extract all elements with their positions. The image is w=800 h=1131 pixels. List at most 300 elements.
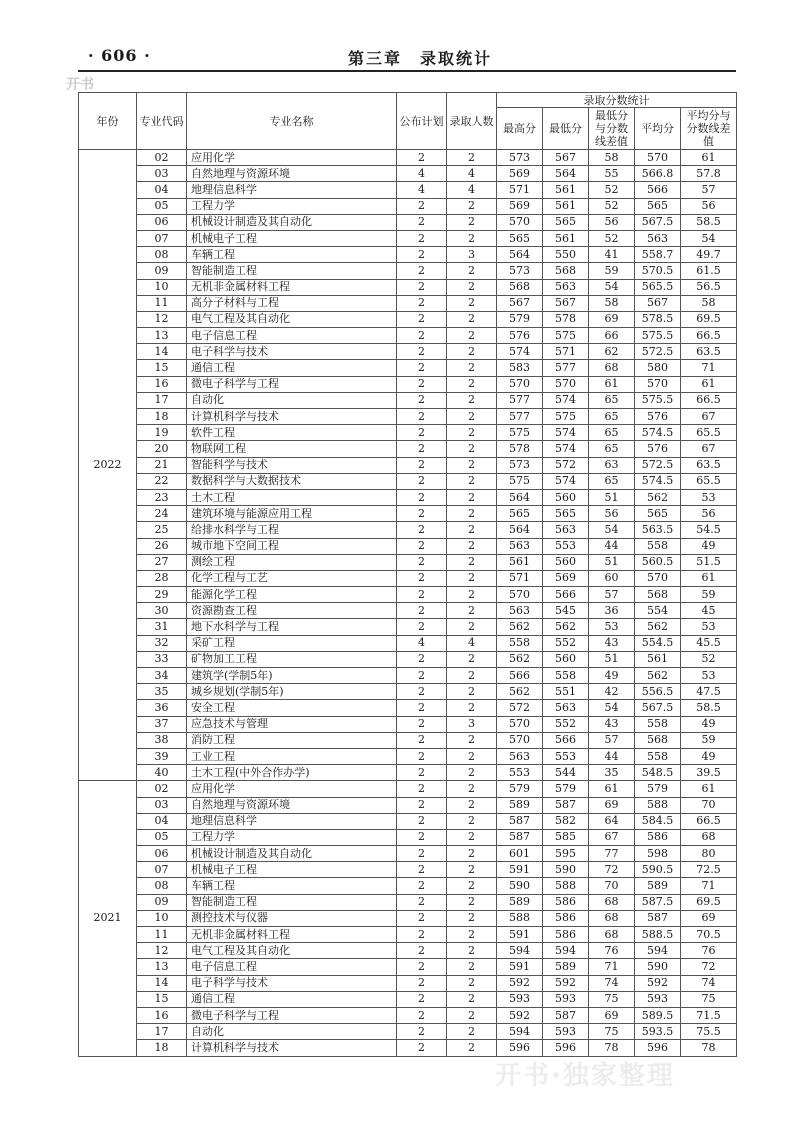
table-row [79, 975, 737, 991]
major-name: 测绘工程 [187, 554, 397, 570]
watermark-bottom: 开书·独家整理 [495, 1061, 675, 1091]
admitted-count: 2 [447, 910, 497, 926]
plan-count: 2 [397, 230, 447, 246]
major-name: 机械设计制造及其自动化 [187, 846, 397, 862]
admitted-count: 2 [447, 441, 497, 457]
avg-diff: 59 [681, 732, 737, 748]
avg-score: 563 [635, 230, 681, 246]
admitted-count: 2 [447, 1040, 497, 1056]
min-score: 588 [543, 878, 589, 894]
avg-score: 575.5 [635, 328, 681, 344]
major-name: 城乡规划(学制5年) [187, 684, 397, 700]
admitted-count: 2 [447, 975, 497, 991]
major-name: 能源化学工程 [187, 587, 397, 603]
admitted-count: 2 [447, 943, 497, 959]
avg-diff: 65.5 [681, 425, 737, 441]
avg-score: 592 [635, 975, 681, 991]
avg-score: 590 [635, 959, 681, 975]
plan-count: 2 [397, 198, 447, 214]
major-code: 06 [137, 214, 187, 230]
plan-count: 2 [397, 716, 447, 732]
plan-count: 2 [397, 943, 447, 959]
major-name: 安全工程 [187, 700, 397, 716]
major-name: 高分子材料与工程 [187, 295, 397, 311]
admitted-count: 2 [447, 684, 497, 700]
major-code: 03 [137, 166, 187, 182]
avg-score: 558.7 [635, 247, 681, 263]
min-score: 569 [543, 570, 589, 586]
min-diff: 53 [589, 619, 635, 635]
min-score: 587 [543, 797, 589, 813]
table-row [79, 473, 737, 489]
avg-score: 563.5 [635, 522, 681, 538]
major-code: 12 [137, 943, 187, 959]
avg-diff: 57 [681, 182, 737, 198]
table-row [79, 603, 737, 619]
max-score: 565 [497, 506, 543, 522]
min-score: 560 [543, 651, 589, 667]
min-diff: 75 [589, 1024, 635, 1040]
major-code: 07 [137, 230, 187, 246]
min-diff: 66 [589, 328, 635, 344]
min-diff: 58 [589, 295, 635, 311]
plan-count: 2 [397, 732, 447, 748]
table-row [79, 1024, 737, 1040]
max-score: 591 [497, 927, 543, 943]
min-score: 593 [543, 1024, 589, 1040]
major-name: 电气工程及其自动化 [187, 943, 397, 959]
major-name: 建筑学(学制5年) [187, 668, 397, 684]
major-name: 资源勘查工程 [187, 603, 397, 619]
min-score: 574 [543, 473, 589, 489]
avg-diff: 49 [681, 716, 737, 732]
min-diff: 55 [589, 166, 635, 182]
max-score: 569 [497, 198, 543, 214]
min-diff: 49 [589, 668, 635, 684]
max-score: 592 [497, 975, 543, 991]
plan-count: 4 [397, 166, 447, 182]
major-code: 31 [137, 619, 187, 635]
table-row [79, 684, 737, 700]
avg-diff: 75 [681, 991, 737, 1007]
avg-score: 574.5 [635, 473, 681, 489]
avg-score: 593.5 [635, 1024, 681, 1040]
avg-diff: 72 [681, 959, 737, 975]
major-code: 15 [137, 360, 187, 376]
admitted-count: 2 [447, 360, 497, 376]
col-avg-diff: 平均分与分数线差值 [681, 108, 737, 150]
plan-count: 2 [397, 1024, 447, 1040]
avg-diff: 45.5 [681, 635, 737, 651]
table-row [79, 587, 737, 603]
table-row [79, 878, 737, 894]
major-code: 14 [137, 344, 187, 360]
plan-count: 2 [397, 392, 447, 408]
max-score: 563 [497, 538, 543, 554]
min-diff: 36 [589, 603, 635, 619]
table-row [79, 538, 737, 554]
major-code: 18 [137, 409, 187, 425]
max-score: 563 [497, 748, 543, 764]
table-row [79, 554, 737, 570]
major-name: 自然地理与资源环境 [187, 166, 397, 182]
avg-diff: 52 [681, 651, 737, 667]
min-score: 552 [543, 716, 589, 732]
plan-count: 2 [397, 748, 447, 764]
major-name: 化学工程与工艺 [187, 570, 397, 586]
table-row [79, 959, 737, 975]
avg-score: 567 [635, 295, 681, 311]
max-score: 563 [497, 603, 543, 619]
max-score: 589 [497, 894, 543, 910]
plan-count: 2 [397, 1007, 447, 1023]
avg-score: 570 [635, 570, 681, 586]
plan-count: 2 [397, 570, 447, 586]
min-diff: 42 [589, 684, 635, 700]
admitted-count: 2 [447, 765, 497, 781]
major-code: 02 [137, 781, 187, 797]
plan-count: 2 [397, 328, 447, 344]
min-diff: 76 [589, 943, 635, 959]
min-diff: 52 [589, 230, 635, 246]
major-code: 18 [137, 1040, 187, 1056]
min-score: 561 [543, 198, 589, 214]
table-row [79, 894, 737, 910]
major-name: 电子信息工程 [187, 959, 397, 975]
max-score: 596 [497, 1040, 543, 1056]
avg-diff: 39.5 [681, 765, 737, 781]
major-name: 应急技术与管理 [187, 716, 397, 732]
col-max: 最高分 [497, 108, 543, 150]
avg-diff: 69 [681, 910, 737, 926]
avg-diff: 58.5 [681, 700, 737, 716]
avg-score: 579 [635, 781, 681, 797]
admitted-count: 2 [447, 927, 497, 943]
table-row [79, 635, 737, 651]
min-score: 562 [543, 619, 589, 635]
min-diff: 61 [589, 781, 635, 797]
avg-diff: 68 [681, 829, 737, 845]
avg-score: 562 [635, 619, 681, 635]
major-name: 电子科学与技术 [187, 975, 397, 991]
min-score: 558 [543, 668, 589, 684]
min-score: 577 [543, 360, 589, 376]
major-code: 15 [137, 991, 187, 1007]
major-code: 33 [137, 651, 187, 667]
avg-diff: 59 [681, 587, 737, 603]
avg-diff: 70 [681, 797, 737, 813]
avg-score: 548.5 [635, 765, 681, 781]
major-code: 26 [137, 538, 187, 554]
plan-count: 2 [397, 489, 447, 505]
major-code: 20 [137, 441, 187, 457]
min-score: 595 [543, 846, 589, 862]
avg-score: 561 [635, 651, 681, 667]
max-score: 562 [497, 619, 543, 635]
avg-diff: 49 [681, 748, 737, 764]
major-code: 05 [137, 198, 187, 214]
max-score: 573 [497, 457, 543, 473]
min-score: 551 [543, 684, 589, 700]
plan-count: 2 [397, 279, 447, 295]
avg-diff: 56 [681, 198, 737, 214]
admitted-count: 2 [447, 489, 497, 505]
avg-score: 554.5 [635, 635, 681, 651]
min-diff: 54 [589, 522, 635, 538]
admitted-count: 2 [447, 991, 497, 1007]
major-name: 给排水科学与工程 [187, 522, 397, 538]
major-name: 车辆工程 [187, 878, 397, 894]
plan-count: 2 [397, 441, 447, 457]
min-diff: 52 [589, 182, 635, 198]
max-score: 570 [497, 716, 543, 732]
plan-count: 2 [397, 247, 447, 263]
avg-diff: 78 [681, 1040, 737, 1056]
admitted-count: 2 [447, 295, 497, 311]
table-row [79, 425, 737, 441]
avg-score: 567.5 [635, 700, 681, 716]
avg-diff: 54 [681, 230, 737, 246]
max-score: 573 [497, 150, 543, 166]
avg-diff: 63.5 [681, 344, 737, 360]
avg-score: 554 [635, 603, 681, 619]
min-diff: 65 [589, 409, 635, 425]
min-score: 567 [543, 150, 589, 166]
admitted-count: 2 [447, 959, 497, 975]
major-code: 11 [137, 927, 187, 943]
max-score: 553 [497, 765, 543, 781]
min-diff: 56 [589, 506, 635, 522]
min-diff: 70 [589, 878, 635, 894]
avg-score: 566.8 [635, 166, 681, 182]
plan-count: 2 [397, 619, 447, 635]
plan-count: 2 [397, 829, 447, 845]
avg-score: 570 [635, 150, 681, 166]
table-row [79, 328, 737, 344]
avg-diff: 56.5 [681, 279, 737, 295]
major-name: 矿物加工工程 [187, 651, 397, 667]
table-row [79, 263, 737, 279]
admitted-count: 2 [447, 263, 497, 279]
min-score: 575 [543, 409, 589, 425]
major-name: 智能科学与技术 [187, 457, 397, 473]
table-row [79, 506, 737, 522]
col-admitted: 录取人数 [447, 93, 497, 150]
major-name: 土木工程(中外合作办学) [187, 765, 397, 781]
major-code: 21 [137, 457, 187, 473]
plan-count: 4 [397, 635, 447, 651]
avg-score: 578.5 [635, 311, 681, 327]
major-code: 09 [137, 263, 187, 279]
min-score: 563 [543, 700, 589, 716]
min-score: 552 [543, 635, 589, 651]
min-diff: 65 [589, 392, 635, 408]
major-name: 电子科学与技术 [187, 344, 397, 360]
admitted-count: 2 [447, 150, 497, 166]
min-diff: 68 [589, 910, 635, 926]
avg-diff: 53 [681, 668, 737, 684]
major-name: 智能制造工程 [187, 263, 397, 279]
admitted-count: 2 [447, 344, 497, 360]
avg-score: 586 [635, 829, 681, 845]
plan-count: 2 [397, 214, 447, 230]
min-score: 593 [543, 991, 589, 1007]
max-score: 574 [497, 344, 543, 360]
col-min-diff: 最低分与分数线差值 [589, 108, 635, 150]
major-code: 14 [137, 975, 187, 991]
avg-score: 565 [635, 198, 681, 214]
major-name: 应用化学 [187, 150, 397, 166]
min-diff: 75 [589, 991, 635, 1007]
max-score: 562 [497, 651, 543, 667]
major-code: 10 [137, 279, 187, 295]
major-name: 机械设计制造及其自动化 [187, 214, 397, 230]
max-score: 567 [497, 295, 543, 311]
avg-score: 558 [635, 538, 681, 554]
avg-diff: 74 [681, 975, 737, 991]
avg-score: 572.5 [635, 344, 681, 360]
min-score: 544 [543, 765, 589, 781]
max-score: 570 [497, 732, 543, 748]
plan-count: 2 [397, 975, 447, 991]
plan-count: 2 [397, 473, 447, 489]
max-score: 579 [497, 781, 543, 797]
admitted-count: 2 [447, 668, 497, 684]
avg-score: 584.5 [635, 813, 681, 829]
major-code: 37 [137, 716, 187, 732]
major-name: 土木工程 [187, 489, 397, 505]
min-diff: 64 [589, 813, 635, 829]
avg-score: 589.5 [635, 1007, 681, 1023]
min-score: 553 [543, 748, 589, 764]
plan-count: 2 [397, 797, 447, 813]
plan-count: 2 [397, 457, 447, 473]
min-diff: 43 [589, 716, 635, 732]
table-row [79, 813, 737, 829]
admitted-count: 2 [447, 829, 497, 845]
major-code: 02 [137, 150, 187, 166]
avg-score: 575.5 [635, 392, 681, 408]
min-diff: 65 [589, 441, 635, 457]
admitted-count: 2 [447, 376, 497, 392]
avg-diff: 53 [681, 489, 737, 505]
admitted-count: 4 [447, 182, 497, 198]
table-row [79, 1007, 737, 1023]
avg-diff: 71.5 [681, 1007, 737, 1023]
min-diff: 74 [589, 975, 635, 991]
admitted-count: 2 [447, 457, 497, 473]
table-row [79, 700, 737, 716]
avg-score: 562 [635, 668, 681, 684]
min-diff: 65 [589, 473, 635, 489]
min-diff: 60 [589, 570, 635, 586]
min-diff: 59 [589, 263, 635, 279]
min-score: 579 [543, 781, 589, 797]
table-row [79, 781, 737, 797]
plan-count: 2 [397, 668, 447, 684]
table-row [79, 457, 737, 473]
min-diff: 77 [589, 846, 635, 862]
min-score: 574 [543, 441, 589, 457]
min-score: 561 [543, 230, 589, 246]
min-diff: 63 [589, 457, 635, 473]
plan-count: 2 [397, 538, 447, 554]
admitted-count: 2 [447, 230, 497, 246]
max-score: 575 [497, 473, 543, 489]
avg-score: 576 [635, 409, 681, 425]
avg-diff: 72.5 [681, 862, 737, 878]
avg-score: 587 [635, 910, 681, 926]
avg-diff: 80 [681, 846, 737, 862]
table-row [79, 668, 737, 684]
admitted-count: 3 [447, 716, 497, 732]
avg-diff: 66.5 [681, 392, 737, 408]
min-score: 587 [543, 1007, 589, 1023]
min-score: 567 [543, 295, 589, 311]
max-score: 570 [497, 587, 543, 603]
table-row [79, 862, 737, 878]
plan-count: 2 [397, 1040, 447, 1056]
avg-score: 588.5 [635, 927, 681, 943]
max-score: 594 [497, 1024, 543, 1040]
plan-count: 2 [397, 506, 447, 522]
major-code: 07 [137, 862, 187, 878]
plan-count: 2 [397, 150, 447, 166]
avg-score: 572.5 [635, 457, 681, 473]
major-code: 24 [137, 506, 187, 522]
min-diff: 58 [589, 150, 635, 166]
admitted-count: 2 [447, 781, 497, 797]
major-name: 建筑环境与能源应用工程 [187, 506, 397, 522]
max-score: 592 [497, 1007, 543, 1023]
avg-score: 587.5 [635, 894, 681, 910]
major-name: 机械电子工程 [187, 230, 397, 246]
avg-score: 590.5 [635, 862, 681, 878]
avg-diff: 51.5 [681, 554, 737, 570]
admitted-count: 2 [447, 732, 497, 748]
col-score-group: 录取分数统计 [497, 93, 737, 108]
admitted-count: 2 [447, 862, 497, 878]
table-row [79, 166, 737, 182]
avg-score: 558 [635, 748, 681, 764]
major-code: 04 [137, 813, 187, 829]
min-score: 582 [543, 813, 589, 829]
max-score: 589 [497, 797, 543, 813]
plan-count: 2 [397, 409, 447, 425]
major-code: 08 [137, 247, 187, 263]
major-code: 16 [137, 376, 187, 392]
admitted-count: 2 [447, 328, 497, 344]
min-diff: 69 [589, 1007, 635, 1023]
table-row [79, 344, 737, 360]
plan-count: 4 [397, 182, 447, 198]
admitted-count: 2 [447, 894, 497, 910]
col-avg: 平均分 [635, 108, 681, 150]
major-name: 电子信息工程 [187, 328, 397, 344]
major-code: 04 [137, 182, 187, 198]
table-row [79, 943, 737, 959]
major-code: 09 [137, 894, 187, 910]
avg-diff: 53 [681, 619, 737, 635]
max-score: 564 [497, 247, 543, 263]
year-cell: 2022 [79, 150, 137, 781]
avg-diff: 67 [681, 441, 737, 457]
max-score: 588 [497, 910, 543, 926]
col-plan: 公布计划 [397, 93, 447, 150]
admitted-count: 2 [447, 797, 497, 813]
plan-count: 2 [397, 603, 447, 619]
admitted-count: 2 [447, 651, 497, 667]
